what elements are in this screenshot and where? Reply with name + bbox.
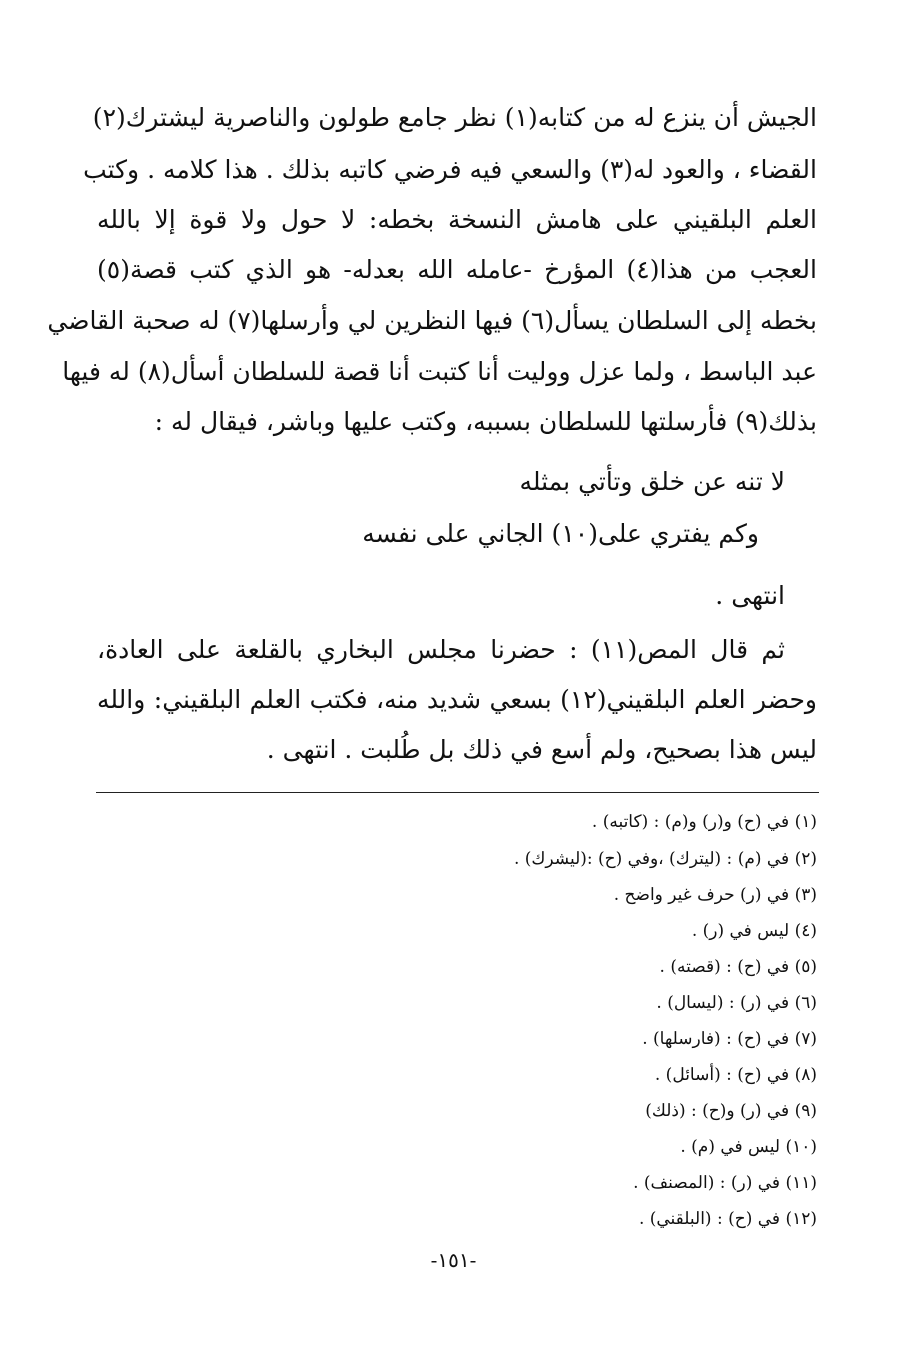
- body-line: الجيش أن ينزع له من كتابه(١) نظر جامع طولون والناصرية ليشترك(٢): [92, 103, 817, 132]
- footnote: (٣) في (ر) حرف غير واضح .: [613, 885, 817, 905]
- body-line: العجب من هذا(٤) المؤرخ -عامله الله بعدله- هو الذي كتب قصة(٥): [97, 255, 817, 284]
- footnote: (١٠) ليس في (م) .: [680, 1137, 817, 1157]
- footnote-separator: [96, 792, 819, 793]
- verse-first-hemistich: لا تنه عن خلق وتأتي بمثله: [519, 467, 785, 496]
- footnote: (٨) في (ح) : (أسائل) .: [654, 1065, 817, 1085]
- body-line: عبد الباسط ، ولما عزل ووليت أنا كتبت أنا قصة للسلطان أسأل(٨) له فيها: [62, 357, 817, 386]
- footnote: (٦) في (ر) : (ليسال) .: [656, 993, 817, 1013]
- verse-second-hemistich: وكم يفتري على(١٠) الجاني على نفسه: [362, 519, 759, 548]
- footnote: (٧) في (ح) : (فارسلها) .: [642, 1029, 817, 1049]
- body-line: العلم البلقيني على هامش النسخة بخطه: لا حول ولا قوة إلا بالله: [97, 205, 817, 234]
- body-line: ثم قال المص(١١) : حضرنا مجلس البخاري بالقلعة على العادة،: [97, 635, 785, 664]
- body-line: بذلك(٩) فأرسلتها للسلطان بسببه، وكتب عليها وباشر، فيقال له :: [154, 407, 817, 436]
- footnote: (٥) في (ح) : (قصته) .: [659, 957, 817, 977]
- footnote: (١) في (ح) و(ر) و(م) : (كاتبه) .: [591, 812, 817, 832]
- footnote: (١١) في (ر) : (المصنف) .: [633, 1173, 817, 1193]
- footnote: (٢) في (م) : (ليترك) ،وفي (ح) :(ليشرك) .: [513, 849, 817, 869]
- footnote: (٩) في (ر) و(ح) : (ذلك): [645, 1101, 817, 1121]
- page-number: -١٥١-: [430, 1248, 477, 1272]
- body-line: وحضر العلم البلقيني(١٢) بسعي شديد منه، فكتب العلم البلقيني: والله: [97, 685, 817, 714]
- quote-ending: انتهى .: [715, 581, 785, 610]
- body-line: ليس هذا بصحيح، ولم أسع في ذلك بل طُلبت . انتهى .: [266, 735, 817, 764]
- footnote: (١٢) في (ح) : (البلقني) .: [638, 1209, 817, 1229]
- body-line: بخطه إلى السلطان يسأل(٦) فيها النظرين لي وأرسلها(٧) له صحبة القاضي: [47, 306, 817, 335]
- footnote: (٤) ليس في (ر) .: [691, 921, 817, 941]
- body-line: القضاء ، والعود له(٣) والسعي فيه فرضي كاتبه بذلك . هذا كلامه . وكتب: [83, 155, 817, 184]
